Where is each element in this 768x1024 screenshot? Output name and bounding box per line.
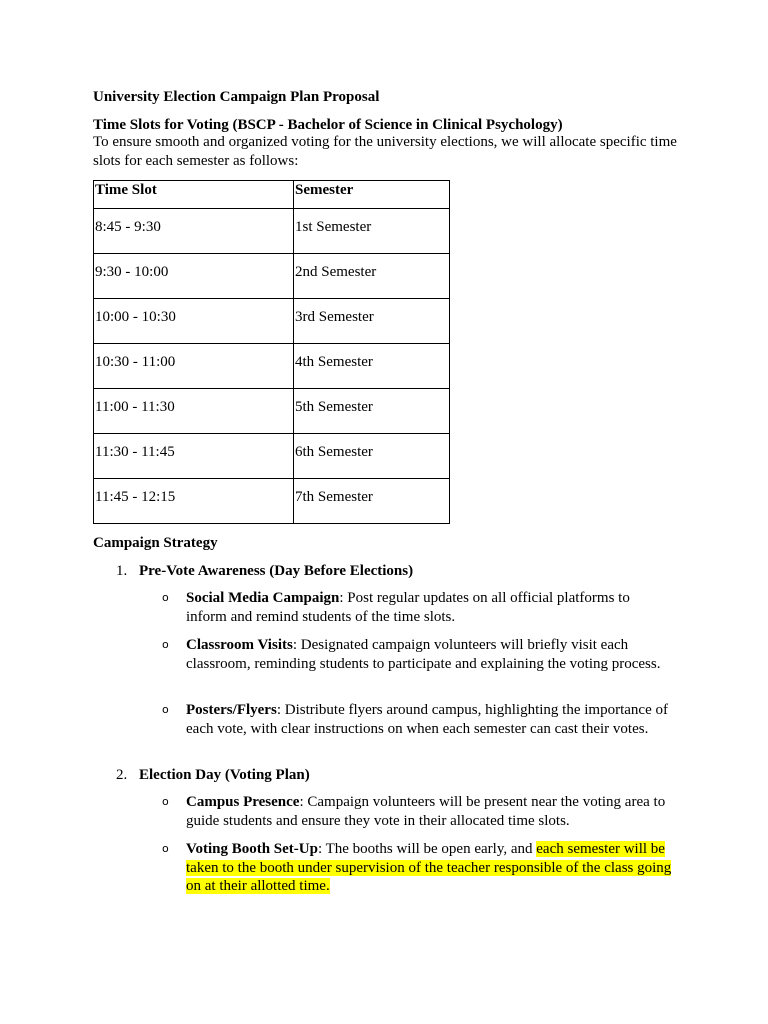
table-row — [94, 254, 450, 299]
time-slot-cell: 9:30 - 10:00 — [94, 254, 294, 299]
bullet-circle-icon: o — [162, 795, 169, 808]
bullet-body: : The booths will be open early, and — [317, 841, 537, 857]
bullet-text — [186, 840, 672, 896]
semester-cell: 4th Semester — [294, 344, 450, 389]
intro-paragraph: To ensure smooth and organized voting for the university elections, we will allocate specific time slots for each semester as follows: — [93, 134, 677, 169]
list-item-label: Election Day (Voting Plan) — [139, 767, 310, 783]
time-slot-cell: 10:30 - 11:00 — [94, 344, 294, 389]
bullet-text — [186, 701, 672, 738]
bullet-title: Posters/Flyers — [186, 702, 277, 718]
campaign-strategy-heading: Campaign Strategy — [93, 535, 218, 551]
semester-cell: 2nd Semester — [294, 254, 450, 299]
semester-cell: 1st Semester — [294, 209, 450, 254]
highlighted-text: each semester will be taken to the booth under supervision of the teacher responsible of the class going on at their allotted time. — [186, 841, 672, 894]
bullet-text — [186, 636, 672, 673]
list-item-label: Pre-Vote Awareness (Day Before Elections) — [139, 563, 414, 579]
bullet-body: : Campaign volunteers will be present near the voting area to guide students and ensure they vote in their allocated time slots. — [186, 794, 666, 829]
list-number: 2. — [116, 767, 128, 783]
bullet-circle-icon: o — [162, 591, 169, 604]
bullet-body: : Post regular updates on all official platforms to inform and remind students of the time slots. — [186, 590, 630, 625]
time-slot-cell: 8:45 - 9:30 — [94, 209, 294, 254]
table-header-row — [94, 181, 450, 209]
time-slot-cell: 10:00 - 10:30 — [94, 299, 294, 344]
bullet-title: Campus Presence — [186, 794, 300, 810]
bullet-text — [186, 793, 672, 830]
table-row — [94, 434, 450, 479]
list-number: 1. — [116, 563, 128, 579]
document-title: University Election Campaign Plan Proposal — [93, 89, 380, 105]
bullet-circle-icon: o — [162, 842, 169, 855]
table-row — [94, 344, 450, 389]
bullet-circle-icon: o — [162, 703, 169, 716]
time-slots-heading: Time Slots for Voting (BSCP - Bachelor of Science in Clinical Psychology) — [93, 117, 563, 133]
time-slot-cell: 11:30 - 11:45 — [94, 434, 294, 479]
bullet-title: Classroom Visits — [186, 637, 293, 653]
time-slot-cell: 11:45 - 12:15 — [94, 479, 294, 524]
bullet-text — [186, 589, 672, 626]
bullet-title: Social Media Campaign — [186, 590, 340, 606]
bullet-title: Voting Booth Set-Up — [186, 841, 318, 857]
semester-cell: 5th Semester — [294, 389, 450, 434]
time-slot-table — [93, 180, 450, 524]
column-header-time-slot: Time Slot — [94, 181, 294, 209]
table-row — [94, 389, 450, 434]
bullet-body: : Distribute flyers around campus, highlighting the importance of each vote, with clear instructions on when each semester can cast their votes. — [186, 702, 668, 737]
bullet-body: : Designated campaign volunteers will briefly visit each classroom, reminding students to participate and explaining the voting process. — [186, 637, 661, 672]
semester-cell: 6th Semester — [294, 434, 450, 479]
semester-cell: 7th Semester — [294, 479, 450, 524]
column-header-semester: Semester — [294, 181, 450, 209]
table-row — [94, 299, 450, 344]
time-slot-cell: 11:00 - 11:30 — [94, 389, 294, 434]
table-row — [94, 209, 450, 254]
table-row — [94, 479, 450, 524]
bullet-circle-icon: o — [162, 638, 169, 651]
semester-cell: 3rd Semester — [294, 299, 450, 344]
